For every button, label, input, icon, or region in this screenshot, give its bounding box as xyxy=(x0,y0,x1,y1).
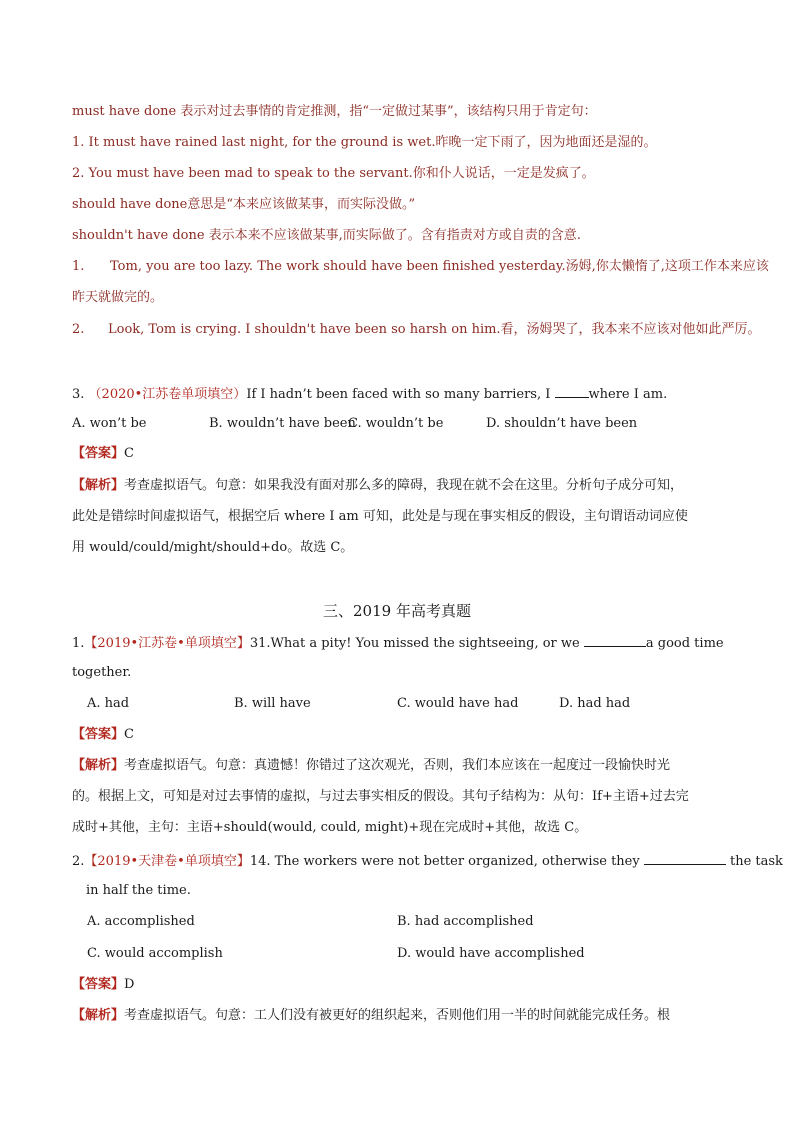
q2019-2-analysis-line1 xyxy=(72,1008,670,1024)
intro-must-have-done: must have done 表示对过去事情的肯定推测，指“一定做过某事”，该结构只用于肯定句： xyxy=(72,104,597,119)
q2019-2-answer xyxy=(72,977,134,993)
q3-answer xyxy=(72,446,134,462)
section-title: 三、2019 年高考真题 xyxy=(323,602,471,620)
answer-tag: 【答案】 xyxy=(72,977,125,992)
analysis-tag: 【解析】 xyxy=(72,1008,125,1023)
question-number: 2. xyxy=(72,854,85,869)
analysis-text: 考查虚拟语气。句意：如果我没有面对那么多的障碍，我现在就不会在这里。分析句子成分可知， xyxy=(124,478,684,493)
question-stem-end: a good time xyxy=(645,636,724,651)
q3-option-d: D. shouldn’t have been xyxy=(486,416,638,431)
question-number: 3. xyxy=(72,387,85,402)
q2019-1-answer xyxy=(72,727,134,743)
q2019-1-analysis-line2: 的。根据上文，可知是对过去事情的虚拟，与过去事实相反的假设。其句子结构为：从句：If+主语+过去完 xyxy=(72,789,689,804)
question-stem-end: the task xyxy=(725,854,783,869)
question-source: 【2019•江苏卷•单项填空】 xyxy=(84,636,250,651)
question-number: 1. xyxy=(72,636,85,651)
q2019-2-option-d: D. would have accomplished xyxy=(397,946,585,961)
question-stem-start: 31.What a pity! You missed the sightseeing, or we xyxy=(249,636,584,651)
intro-example-1: 1. It must have rained last night, for the ground is wet.昨晚一定下雨了，因为地面还是湿的。 xyxy=(72,135,657,150)
answer-blank xyxy=(644,852,726,865)
q2019-2-option-c: C. would accomplish xyxy=(87,946,223,961)
answer-value: C xyxy=(124,446,134,461)
sentence-2-number: 2. xyxy=(72,322,85,337)
q2019-1-stem xyxy=(72,634,724,652)
sentence-1-line2: 昨天就做完的。 xyxy=(72,290,164,305)
q3-option-b: B. wouldn’t have been xyxy=(209,416,356,431)
question-stem-end: where I am. xyxy=(588,387,668,402)
analysis-text: 考查虚拟语气。句意：真遗憾！你错过了这次观光，否则，我们本应该在一起度过一段愉快时光 xyxy=(124,758,671,773)
answer-value: D xyxy=(124,977,135,992)
intro-should-have-done: should have done意思是“本来应该做某事，而实际没做。” xyxy=(72,197,416,212)
sentence-2-line1: Look, Tom is crying. I shouldn't have been so harsh on him.看，汤姆哭了，我本来不应该对他如此严厉。 xyxy=(108,322,761,337)
q3-analysis-line1 xyxy=(72,478,683,494)
analysis-tag: 【解析】 xyxy=(72,758,125,773)
intro-shouldnt-have-done: shouldn't have done 表示本来不应该做某事,而实际做了。含有指责对方或自责的含意. xyxy=(72,228,581,243)
intro-example-2: 2. You must have been mad to speak to the servant.你和仆人说话，一定是发疯了。 xyxy=(72,166,595,181)
q2019-1-stem-cont: together. xyxy=(72,665,132,680)
analysis-tag: 【解析】 xyxy=(72,478,125,493)
q2019-1-option-d: D. had had xyxy=(559,696,631,711)
analysis-text: 考查虚拟语气。句意：工人们没有被更好的组织起来，否则他们用一半的时间就能完成任务。根 xyxy=(124,1008,671,1023)
q3-analysis-line3: 用 would/could/might/should+do。故选 C。 xyxy=(72,540,354,555)
question-stem-start: 14. The workers were not better organized, otherwise they xyxy=(249,854,644,869)
question-source: 【2019•天津卷•单项填空】 xyxy=(84,854,250,869)
q2019-2-stem-cont: in half the time. xyxy=(86,883,191,898)
sentence-1-line1: Tom, you are too lazy. The work should have been finished yesterday.汤姆,你太懒惰了,这项工作本来应该 xyxy=(110,259,769,274)
q3-option-c: C. wouldn’t be xyxy=(348,416,444,431)
question-source: （2020•江苏卷单项填空） xyxy=(88,387,247,402)
q2019-2-stem xyxy=(72,852,783,870)
question-stem-start: If I hadn’t been faced with so many barriers, I xyxy=(246,387,555,402)
q3-option-a: A. won’t be xyxy=(72,416,147,431)
q2019-1-option-a: A. had xyxy=(87,696,130,711)
q2019-1-option-c: C. would have had xyxy=(397,696,519,711)
q2019-1-option-b: B. will have xyxy=(234,696,311,711)
answer-blank xyxy=(555,385,589,398)
answer-blank xyxy=(584,634,646,647)
q2019-2-option-b: B. had accomplished xyxy=(397,914,534,929)
q2019-2-option-a: A. accomplished xyxy=(87,914,195,929)
answer-tag: 【答案】 xyxy=(72,446,125,461)
question-3-stem xyxy=(72,385,667,403)
q2019-1-analysis-line3: 成时+其他，主句：主语+should(would, could, might)+现在完成时+其他，故选 C。 xyxy=(72,820,588,835)
q2019-1-analysis-line1 xyxy=(72,758,670,774)
answer-value: C xyxy=(124,727,134,742)
answer-tag: 【答案】 xyxy=(72,727,125,742)
sentence-1-number: 1. xyxy=(72,259,85,274)
q3-analysis-line2: 此处是错综时间虚拟语气，根据空后 where I am 可知，此处是与现在事实相反的假设，主句谓语动词应使 xyxy=(72,509,688,524)
